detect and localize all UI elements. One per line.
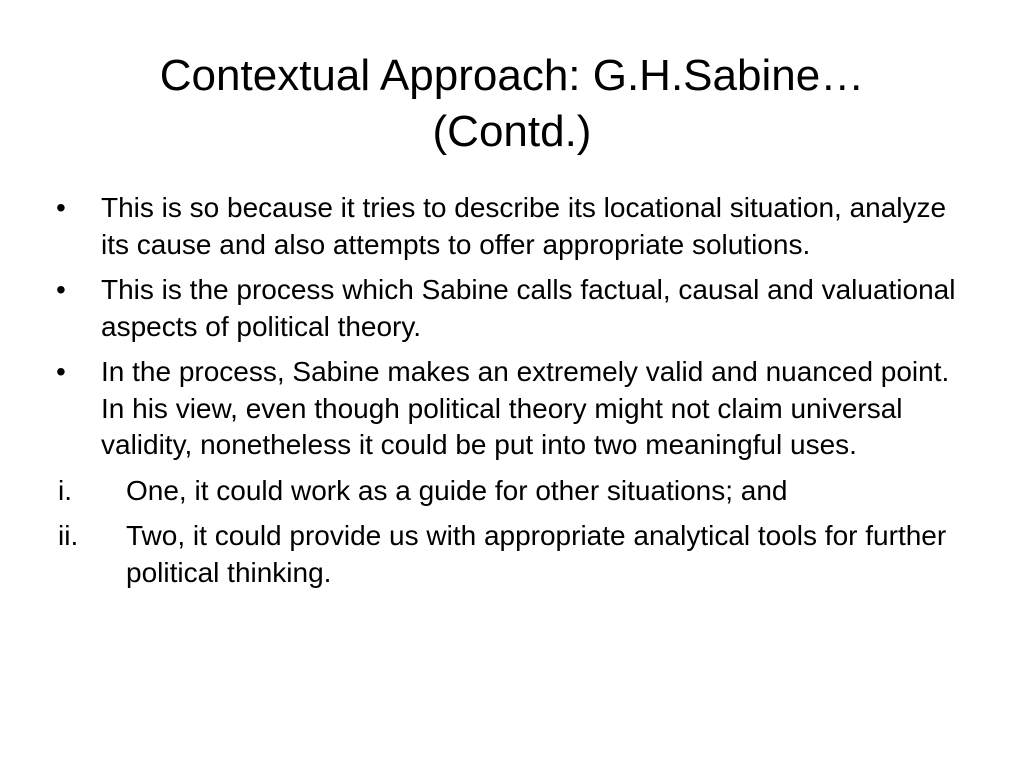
bullet-text: This is so because it tries to describe its locational situation, analyze its cause and also attempts to offer appropriate solutions. xyxy=(101,192,947,260)
numbered-marker: i. xyxy=(58,474,72,506)
numbered-text: Two, it could provide us with appropriate analytical tools for further political thinking. xyxy=(126,520,947,588)
slide-title-line-2: (Contd.) xyxy=(432,107,592,156)
bullet-item xyxy=(56,272,976,345)
bullet-icon: • xyxy=(56,356,66,387)
bullet-icon: • xyxy=(56,274,66,305)
numbered-item xyxy=(56,473,976,510)
numbered-text: One, it could work as a guide for other situations; and xyxy=(126,474,788,506)
slide-body xyxy=(56,190,976,600)
bullet-icon: • xyxy=(56,192,66,223)
bullet-item xyxy=(56,354,976,464)
numbered-item xyxy=(56,518,976,591)
bullet-item xyxy=(56,190,976,263)
numbered-marker: ii. xyxy=(58,520,79,551)
slide-title-line-1: Contextual Approach: G.H.Sabine… xyxy=(159,51,865,100)
bullet-text: This is the process which Sabine calls factual, causal and valuational aspects of political theory. xyxy=(101,274,956,342)
slide-title xyxy=(80,48,944,160)
bullet-text: In the process, Sabine makes an extremely valid and nuanced point. In his view, even though political theory might not claim universal validity, nonetheless it could be put into two meaningful uses. xyxy=(101,356,950,460)
